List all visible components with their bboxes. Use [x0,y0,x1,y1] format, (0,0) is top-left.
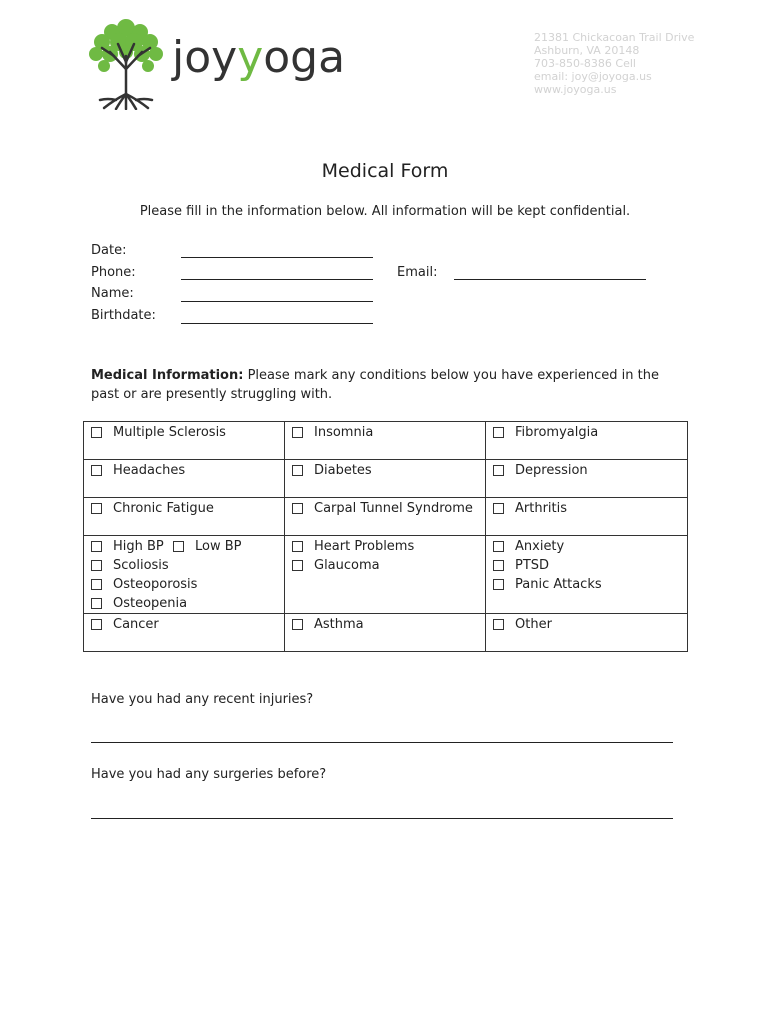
condition-diabetes[interactable] [285,461,485,480]
table-cell [285,460,486,498]
condition-label: Chronic Fatigue [113,501,214,516]
condition-label: Other [515,617,552,632]
condition-headaches[interactable] [84,461,284,480]
checkbox[interactable] [493,619,504,630]
condition-label: Asthma [314,617,364,632]
condition-glaucoma[interactable] [285,556,485,575]
email-label: Email: [397,265,438,280]
condition-multiple-sclerosis[interactable] [84,423,284,442]
checkbox[interactable] [173,541,184,552]
checkbox[interactable] [292,427,303,438]
phone-line[interactable] [181,279,373,280]
table-cell [84,614,285,652]
checkbox[interactable] [292,503,303,514]
brand-name-part1: joy [172,32,238,83]
condition-scoliosis[interactable] [84,556,284,575]
table-cell [84,498,285,536]
email-line[interactable] [454,279,646,280]
condition-low-bp-label: Low BP [195,539,242,554]
condition-label: Cancer [113,617,159,632]
condition-label: Depression [515,463,588,478]
table-cell [486,422,688,460]
checkbox[interactable] [493,503,504,514]
checkbox[interactable] [493,541,504,552]
checkbox[interactable] [292,560,303,571]
injuries-answer-line[interactable] [91,742,673,743]
medical-info-instructions: Please mark any conditions below you have experienced in the past or are presently struggling with. [91,368,659,402]
condition-label: Arthritis [515,501,568,516]
address-email: email: joy@joyoga.us [534,70,652,83]
table-cell [84,536,285,614]
tree-logo-icon [86,14,166,110]
address-street: 21381 Chickacoan Trail Drive [534,31,695,44]
injuries-question: Have you had any recent injuries? [91,692,314,707]
condition-cancer[interactable] [84,615,284,634]
name-label: Name: [91,286,134,301]
checkbox[interactable] [493,465,504,476]
table-cell [486,614,688,652]
condition-label: Osteoporosis [113,577,198,592]
condition-label: PTSD [515,558,550,573]
brand-logo-glyph: y [237,32,264,83]
checkbox[interactable] [91,465,102,476]
condition-panic-attacks[interactable] [486,575,687,594]
condition-arthritis[interactable] [486,499,687,518]
condition-insomnia[interactable] [285,423,485,442]
condition-label: Panic Attacks [515,577,602,592]
brand-name-part2: oga [263,32,346,83]
condition-label: Insomnia [314,425,374,440]
form-intro: Please fill in the information below. All information will be kept confidential. [139,204,631,219]
table-cell [84,460,285,498]
birthdate-label: Birthdate: [91,308,156,323]
checkbox[interactable] [91,579,102,590]
checkbox[interactable] [91,541,102,552]
condition-high-bp-label: High BP [113,539,164,554]
checkbox[interactable] [91,598,102,609]
checkbox[interactable] [91,427,102,438]
condition-ptsd[interactable] [486,556,687,575]
condition-label: Anxiety [515,539,565,554]
table-cell [486,498,688,536]
address-block [534,31,694,96]
condition-chronic-fatigue[interactable] [84,499,284,518]
address-city: Ashburn, VA 20148 [534,44,640,57]
condition-label: Carpal Tunnel Syndrome [314,501,473,516]
checkbox[interactable] [493,427,504,438]
checkbox[interactable] [91,503,102,514]
phone-label: Phone: [91,265,136,280]
surgeries-answer-line[interactable] [91,818,673,819]
table-cell [285,614,486,652]
condition-label: Diabetes [314,463,372,478]
form-title: Medical Form [321,160,449,182]
name-line[interactable] [181,301,373,302]
condition-bp-row [84,537,284,556]
condition-asthma[interactable] [285,615,485,634]
checkbox[interactable] [292,541,303,552]
condition-fibromyalgia[interactable] [486,423,687,442]
condition-anxiety[interactable] [486,537,687,556]
checkbox[interactable] [493,560,504,571]
checkbox[interactable] [292,619,303,630]
surgeries-question: Have you had any surgeries before? [91,767,327,782]
condition-label: Fibromyalgia [515,425,599,440]
condition-depression[interactable] [486,461,687,480]
brand-wordmark [172,30,345,86]
table-cell [285,422,486,460]
table-cell [84,422,285,460]
condition-label: Headaches [113,463,186,478]
condition-label: Osteopenia [113,596,188,611]
condition-label: Scoliosis [113,558,169,573]
date-line[interactable] [181,257,373,258]
table-cell [486,536,688,614]
condition-other[interactable] [486,615,687,634]
address-website: www.joyoga.us [534,83,617,96]
condition-label: Heart Problems [314,539,415,554]
condition-osteopenia[interactable] [84,594,284,613]
date-label: Date: [91,243,127,258]
medical-info-text [91,366,691,404]
conditions-table [83,421,688,652]
table-cell [285,536,486,614]
checkbox[interactable] [493,579,504,590]
table-cell [285,498,486,536]
condition-label: Multiple Sclerosis [113,425,226,440]
condition-heart-problems[interactable] [285,537,485,556]
table-cell [486,460,688,498]
condition-label: Glaucoma [314,558,380,573]
checkbox[interactable] [91,619,102,630]
checkbox[interactable] [91,560,102,571]
birthdate-line[interactable] [181,323,373,324]
checkbox[interactable] [292,465,303,476]
condition-osteoporosis[interactable] [84,575,284,594]
medical-info-heading: Medical Information: [91,368,244,383]
condition-carpal-tunnel[interactable] [285,499,485,518]
address-phone: 703-850-8386 Cell [534,57,636,70]
